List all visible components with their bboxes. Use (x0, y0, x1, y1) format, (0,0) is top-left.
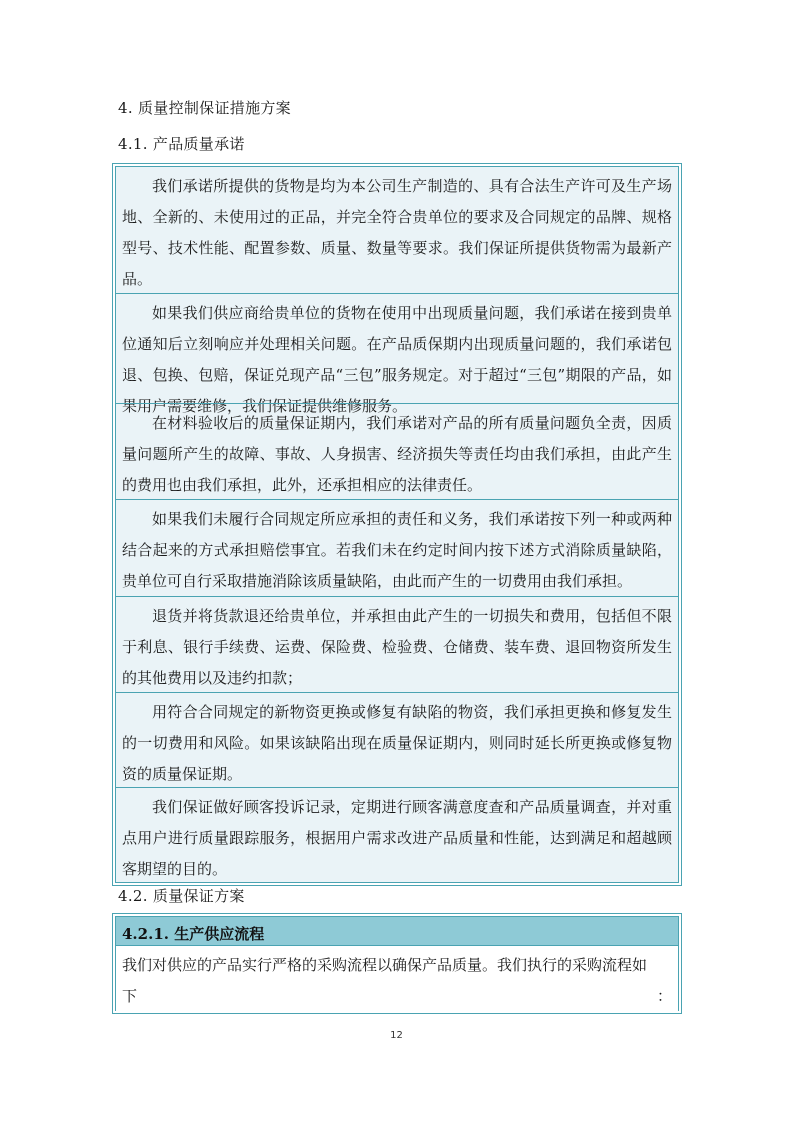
supply-flow-text-start: 下 (122, 987, 138, 1005)
subsection-heading-quality-assurance: 4.2. 质量保证方案 (118, 887, 245, 905)
supply-flow-table (112, 913, 682, 1014)
supply-flow-body (116, 946, 678, 1012)
supply-flow-text-line (122, 981, 672, 1012)
commitment-cell: 我们保证做好顾客投诉记录，定期进行顾客满意度查和产品质量调查，并对重点用户进行质量跟踪服务，根据用户需求改进产品质量和性能，达到满足和超越顾客期望的目的。 (116, 787, 678, 885)
supply-flow-text-end: ： (656, 987, 672, 1005)
commitment-cell: 如果我们供应商给贵单位的货物在使用中出现质量问题，我们承诺在接到贵单位通知后立刻响应并处理相关问题。在产品质保期内出现质量问题的，我们承诺包退、包换、包赔，保证兑现产品“三包”服务规定。对于超过“三包”期限的产品，如果用户需要维修，我们保证提供维修服务。 (116, 293, 678, 403)
section-heading: 4. 质量控制保证措施方案 (118, 99, 291, 117)
quality-commitment-table (112, 163, 682, 886)
commitment-cell: 退货并将货款退还给贵单位，并承担由此产生的一切损失和费用，包括但不限于利息、银行手续费、运费、保险费、检验费、仓储费、装车费、退回物资所发生的其他费用以及违约扣款； (116, 596, 678, 692)
commitment-cell: 如果我们未履行合同规定所应承担的责任和义务，我们承诺按下列一种或两种结合起来的方式承担赔偿事宜。若我们未在约定时间内按下述方式消除质量缺陷，贵单位可自行采取措施消除该质量缺陷，由此而产生的一切费用由我们承担。 (116, 499, 678, 596)
supply-flow-header: 4.2.1. 生产供应流程 (116, 917, 678, 946)
quality-commitment-table-inner (115, 166, 679, 883)
commitment-cell: 在材料验收后的质量保证期内，我们承诺对产品的所有质量问题负全责，因质量问题所产生的故障、事故、人身损害、经济损失等责任均由我们承担，由此产生的费用也由我们承担，此外，还承担相应的法律责任。 (116, 403, 678, 499)
commitment-cell: 我们承诺所提供的货物是均为本公司生产制造的、具有合法生产许可及生产场地、全新的、未使用过的正品，并完全符合贵单位的要求及合同规定的品牌、规格型号、技术性能、配置参数、质量、数量等要求。我们保证所提供货物需为最新产品。 (122, 177, 672, 288)
commitment-cell: 用符合合同规定的新物资更换或修复有缺陷的物资，我们承担更换和修复发生的一切费用和风险。如果该缺陷出现在质量保证期内，则同时延长所更换或修复物资的质量保证期。 (116, 692, 678, 787)
supply-flow-text-line: 我们对供应的产品实行严格的采购流程以确保产品质量。我们执行的采购流程如 (122, 956, 648, 974)
page-number: 12 (390, 1030, 403, 1041)
supply-flow-table-inner (115, 916, 679, 1011)
subsection-heading-quality-commitment: 4.1. 产品质量承诺 (118, 135, 245, 153)
